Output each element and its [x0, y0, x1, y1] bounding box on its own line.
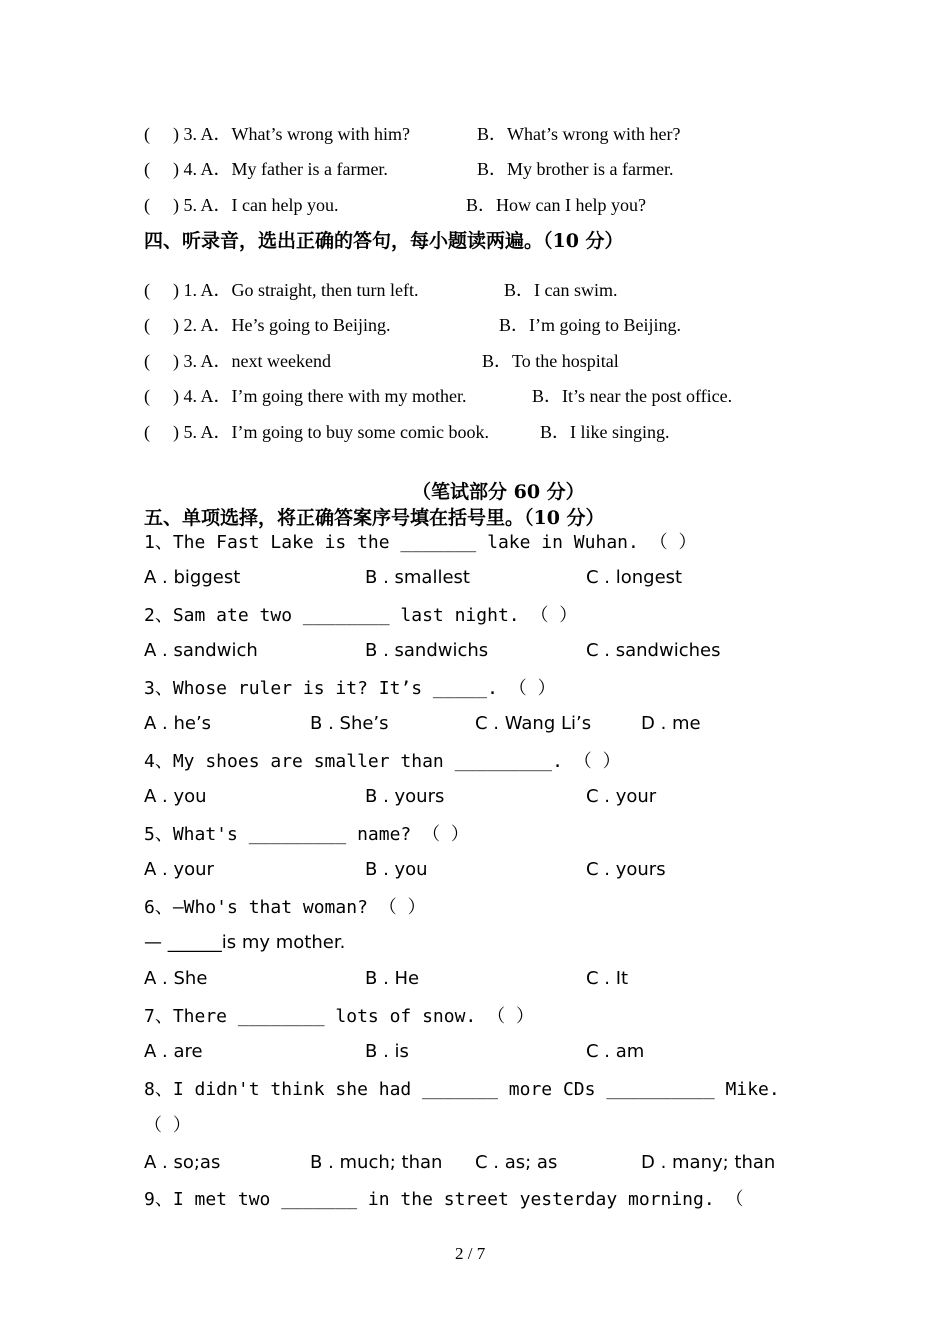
- question-6-answer-line: — ______is my mother.: [144, 932, 346, 953]
- option-b: B．I like singing.: [540, 422, 670, 442]
- question-text: ) 1. A．Go straight, then turn left.: [173, 280, 419, 300]
- option-b: B . smallest: [365, 567, 470, 588]
- question-1-options: [0, 563, 950, 593]
- option-b: B．I’m going to Beijing.: [499, 315, 681, 335]
- option-d: D . me: [641, 713, 701, 734]
- question-6-options: [0, 964, 950, 994]
- option-b: B . He: [365, 968, 420, 989]
- listening-item: [0, 119, 950, 149]
- answer-paren: (: [144, 195, 150, 215]
- option-a: A . you: [144, 786, 207, 807]
- question-text: ) 3. A．What’s wrong with him?: [173, 124, 410, 144]
- written-part-title: （笔试部分 60 分）: [412, 481, 585, 503]
- question-text: ) 4. A．My father is a farmer.: [173, 159, 388, 179]
- option-a: A . are: [144, 1041, 203, 1062]
- option-c: C . Wang Li’s: [475, 713, 592, 734]
- option-b: B．My brother is a farmer.: [477, 159, 674, 179]
- question-4-options: [0, 782, 950, 812]
- answer-paren: (: [144, 124, 150, 144]
- option-b: B . much; than: [310, 1152, 443, 1173]
- listening-item: [0, 346, 950, 376]
- answer-paren: (: [144, 159, 150, 179]
- question-text: ) 5. A．I’m going to buy some comic book.: [173, 422, 489, 442]
- listening-item: [0, 417, 950, 447]
- option-b: B . She’s: [310, 713, 389, 734]
- listening-item: [0, 275, 950, 305]
- option-b: B．What’s wrong with her?: [477, 124, 681, 144]
- question-7-options: [0, 1037, 950, 1067]
- option-b: B . yours: [365, 786, 445, 807]
- listening-item: [0, 381, 950, 411]
- option-a: A . biggest: [144, 567, 241, 588]
- answer-paren: (: [144, 315, 150, 335]
- answer-paren: (: [144, 351, 150, 371]
- option-b: B . is: [365, 1041, 409, 1062]
- question-5: 5、What's _________ name? （ ）: [144, 824, 469, 845]
- option-b: B . sandwichs: [365, 640, 489, 661]
- option-a: A . sandwich: [144, 640, 258, 661]
- option-c: C . yours: [586, 859, 666, 880]
- question-6: 6、—Who's that woman? （ ）: [144, 897, 426, 918]
- question-text: ) 5. A．I can help you.: [173, 195, 339, 215]
- answer-paren: (: [144, 422, 150, 442]
- question-3-options: [0, 709, 950, 739]
- option-c: C . as; as: [475, 1152, 558, 1173]
- answer-paren: (: [144, 280, 150, 300]
- option-b: B . you: [365, 859, 428, 880]
- section-4-heading: 四、听录音，选出正确的答句，每小题读两遍。（10 分）: [144, 230, 624, 252]
- option-b: B．To the hospital: [482, 351, 619, 371]
- question-4: 4、My shoes are smaller than _________. （ ）: [144, 751, 621, 772]
- question-9: 9、I met two _______ in the street yesterday morning. （: [144, 1189, 744, 1210]
- option-a: A . your: [144, 859, 214, 880]
- option-c: C . It: [586, 968, 629, 989]
- option-c: C . your: [586, 786, 657, 807]
- question-8: 8、I didn't think she had _______ more CDs __________ Mike.: [144, 1079, 780, 1100]
- question-2-options: [0, 636, 950, 666]
- question-text: ) 3. A．next weekend: [173, 351, 331, 371]
- option-c: C . am: [586, 1041, 645, 1062]
- section-5-heading: 五、单项选择，将正确答案序号填在括号里。（10 分）: [144, 507, 605, 529]
- question-8-paren: （ ）: [144, 1115, 191, 1136]
- option-d: D . many; than: [641, 1152, 776, 1173]
- question-text: ) 2. A．He’s going to Beijing.: [173, 315, 391, 335]
- answer-paren: (: [144, 386, 150, 406]
- option-c: C . sandwiches: [586, 640, 721, 661]
- option-a: A . so;as: [144, 1152, 221, 1173]
- listening-item: [0, 310, 950, 340]
- option-a: A . She: [144, 968, 208, 989]
- option-b: B．I can swim.: [504, 280, 618, 300]
- option-b: B．How can I help you?: [466, 195, 646, 215]
- option-a: A . he’s: [144, 713, 212, 734]
- question-2: 2、Sam ate two ________ last night. （ ）: [144, 605, 578, 626]
- listening-item: [0, 154, 950, 184]
- question-1: 1、The Fast Lake is the _______ lake in Wuhan. （ ）: [144, 532, 697, 553]
- question-5-options: [0, 855, 950, 885]
- question-3: 3、Whose ruler is it? It’s _____. （ ）: [144, 678, 556, 699]
- option-c: C . longest: [586, 567, 683, 588]
- question-text: ) 4. A．I’m going there with my mother.: [173, 386, 467, 406]
- question-8-options: [0, 1148, 950, 1178]
- listening-item: [0, 190, 950, 220]
- page-number: 2 / 7: [455, 1244, 486, 1263]
- option-b: B．It’s near the post office.: [532, 386, 733, 406]
- question-7: 7、There ________ lots of snow. （ ）: [144, 1006, 534, 1027]
